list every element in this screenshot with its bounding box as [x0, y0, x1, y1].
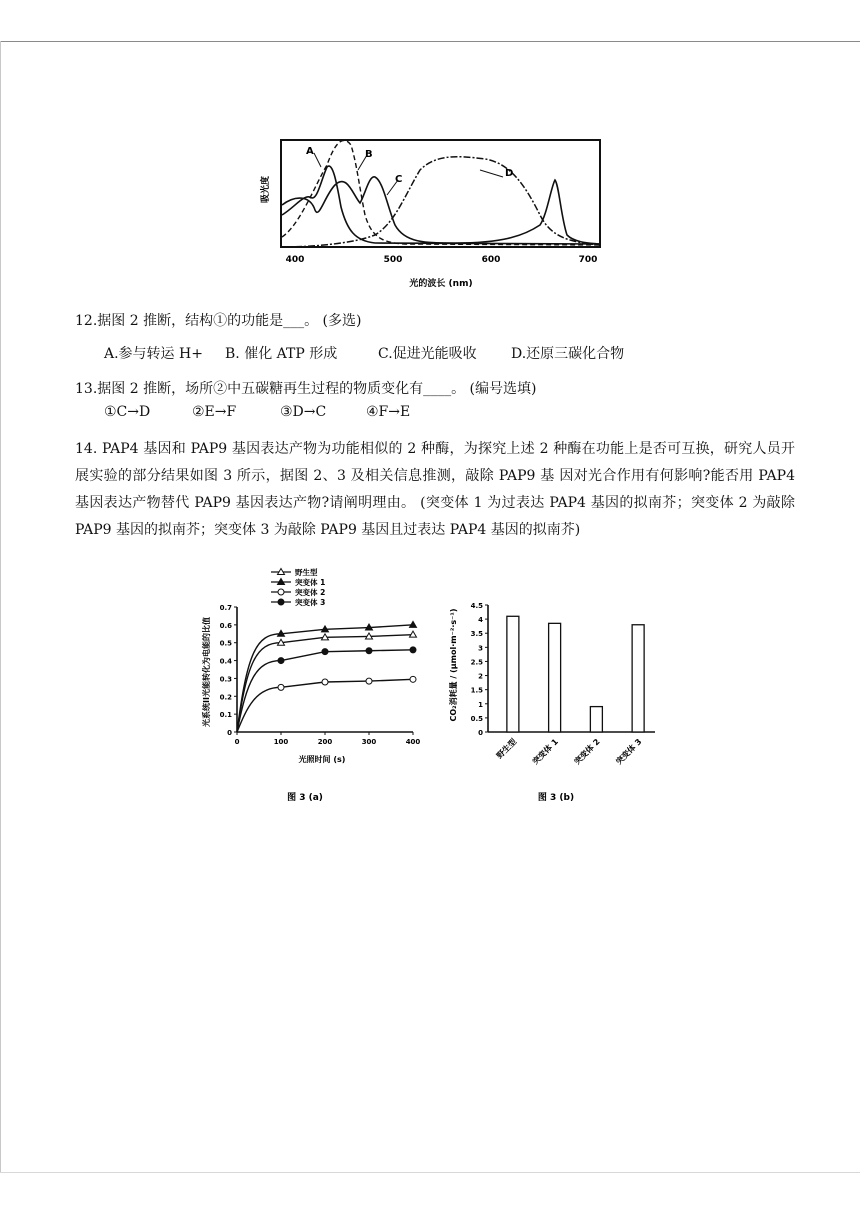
fig3b-ytick-label: 3: [478, 644, 483, 653]
fig3a-ytick-label: 0.7: [219, 604, 232, 612]
fig3a-legend-marker: [278, 599, 284, 605]
fig3b-ytick-label: 1.5: [470, 686, 483, 695]
page-left-border: [0, 41, 1, 1173]
fig3a-data-point: [366, 648, 372, 654]
fig3a-xlabel: 光照时间 (s): [298, 755, 346, 764]
spectrum-curve-label-c: C: [395, 174, 403, 185]
fig3b-ytick-label: 3.5: [470, 630, 483, 639]
fig3b-bar: [632, 625, 644, 732]
fig3a-ytick-label: 0.6: [219, 621, 232, 630]
fig3a-legend-label: 野生型: [295, 568, 318, 577]
fig3a-data-point: [366, 678, 372, 684]
fig3b-bar: [507, 616, 519, 732]
spectrum-curve-label-a: A: [306, 146, 314, 157]
question-13-option-3: ③D→C: [280, 404, 327, 420]
spectrum-curve-d: [282, 157, 600, 247]
fig3b-ytick-label: 0.5: [470, 714, 483, 723]
fig3b-ytick-label: 2: [478, 672, 483, 681]
question-14-text: 14. PAP4 基因和 PAP9 基因表达产物为功能相似的 2 种酶，为探究上述 2 种酶在功能上是否可互换，研究人员开展实验的部分结果如图 3 所示，据图 2、3 及相关信息推测，敲除 PAP9 基 因对光合作用有何影响?能否用 PAP4 基因表达产物替代 PAP9 基因表达产物?请阐明理由。 (突变体 1 为过表达 PAP4 基因的拟南芥；突变体 2 为敲除 PAP9 基因的拟南芥；突变体 3 为敲除 PAP9 基因且过表达 PAP4 基因的拟南芥): [75, 441, 795, 538]
fig3a-ytick-label: 0.3: [219, 675, 232, 684]
spectrum-curve-label-b: B: [365, 149, 373, 160]
question-12-stem: 12.据图 2 推断，结构①的功能是___。 (多选): [75, 313, 362, 329]
fig3a-xtick-label: 100: [273, 738, 289, 746]
spectrum-xtick: 500: [383, 255, 403, 265]
spectrum-curve-label-d: D: [505, 168, 514, 179]
fig3a-data-point: [278, 684, 284, 690]
fig3b-ytick-label: 1: [478, 700, 483, 709]
fig3b-ytick-label: 0: [478, 729, 483, 737]
question-13-option-4: ④F→E: [366, 404, 411, 420]
fig3a-ytick-label: 0.1: [219, 711, 232, 720]
fig3b-category-label: 突变体 1: [530, 737, 561, 767]
spectrum-label-leader-a: [314, 153, 321, 167]
spectrum-curve-a: [282, 166, 600, 244]
fig3b-bar: [590, 707, 602, 732]
fig3b-ytick-label: 4.5: [470, 602, 483, 610]
fig3a-data-point: [278, 658, 284, 664]
question-12-option-a: A.参与转运 H+: [104, 346, 203, 362]
fig3b-caption: 图 3 (b): [537, 793, 575, 803]
fig3b-ytick-label: 2.5: [470, 658, 483, 667]
fig3a-legend-label: 突变体 1: [295, 578, 326, 587]
fig3a-ytick-label: 0.4: [219, 657, 232, 666]
fig3a-data-point: [410, 676, 416, 682]
fig3b-category-label: 突变体 2: [572, 737, 602, 767]
question-12-option-c: C.促进光能吸收: [378, 346, 477, 362]
spectrum-xlabel: 光的波长 (nm): [409, 279, 473, 289]
question-12-option-d: D.还原三碳化合物: [511, 346, 625, 362]
fig3b-ytick-label: 4: [478, 616, 483, 625]
fig3b-category-label: 野生型: [494, 737, 519, 761]
figure-3a-line-chart: [195, 562, 430, 812]
fig3a-xtick-label: 200: [317, 738, 333, 746]
fig3a-caption: 图 3 (a): [287, 793, 323, 803]
question-13-option-1: ①C→D: [104, 404, 151, 420]
fig3a-ytick-label: 0: [227, 729, 232, 737]
fig3a-series-line: [237, 625, 413, 732]
fig3a-data-point: [322, 679, 328, 685]
spectrum-xtick: 600: [481, 255, 501, 265]
question-12-option-b: B. 催化 ATP 形成: [225, 346, 338, 362]
fig3a-series-line: [237, 679, 413, 732]
absorption-spectrum-figure: [255, 125, 615, 295]
fig3a-legend-label: 突变体 2: [295, 588, 326, 597]
fig3a-xtick-label: 300: [361, 738, 377, 746]
fig3a-ytick-label: 0.2: [219, 693, 232, 702]
spectrum-curve-c: [282, 177, 600, 244]
spectrum-label-leader-d: [480, 170, 503, 177]
fig3a-data-point: [322, 649, 328, 655]
question-13-option-2: ②E→F: [192, 404, 237, 420]
fig3a-xtick-label: 400: [405, 738, 421, 746]
fig3b-category-label: 突变体 3: [614, 737, 644, 767]
fig3a-legend-marker: [278, 589, 284, 595]
fig3a-ylabel: 光系统II光能转化为电能的比值: [202, 617, 211, 727]
spectrum-xtick: 700: [578, 255, 598, 265]
fig3a-xtick-label: 0: [234, 738, 240, 746]
fig3b-bar: [549, 623, 561, 732]
question-13-stem: 13.据图 2 推断，场所②中五碳糖再生过程的物质变化有____。 (编号选填): [75, 381, 537, 397]
spectrum-xtick: 400: [285, 255, 305, 265]
fig3a-data-point: [410, 647, 416, 653]
fig3a-legend-label: 突变体 3: [295, 598, 326, 607]
figure-3b-bar-chart: [440, 590, 665, 812]
spectrum-ylabel: 吸光度: [261, 175, 271, 203]
fig3a-series-line: [237, 650, 413, 732]
page-top-border: [0, 41, 860, 42]
fig3a-ytick-label: 0.5: [219, 639, 232, 648]
fig3b-ylabel: CO₂消耗量 / (μmol·m⁻²·s⁻¹): [449, 608, 458, 722]
page-bottom-border: [0, 1172, 860, 1173]
